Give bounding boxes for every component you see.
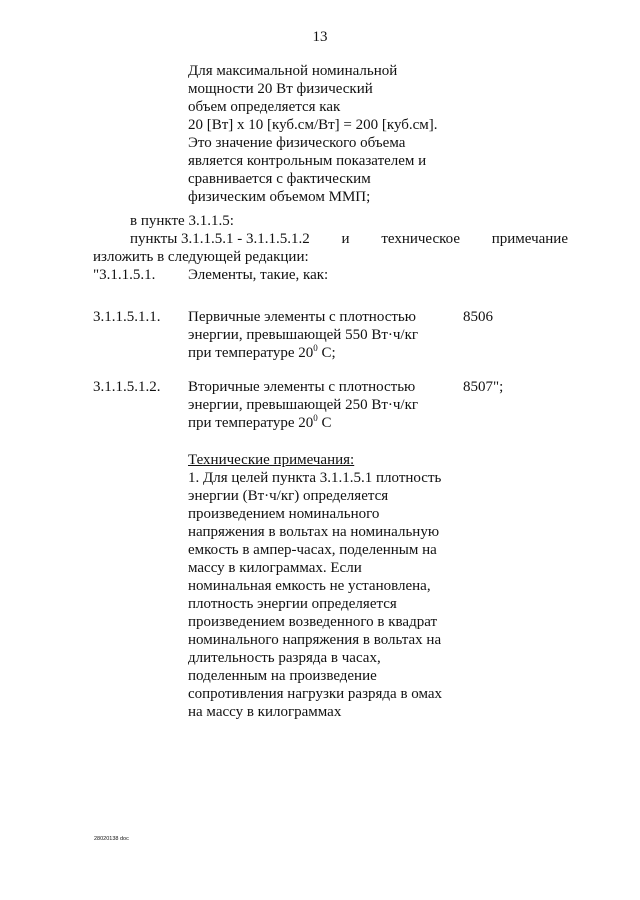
note-line: произведением номинального <box>188 506 380 522</box>
technical-notes-title: Технические примечания: <box>188 452 355 468</box>
technical-notes-body <box>188 469 442 721</box>
text-line: сравнивается с фактическим <box>188 171 371 187</box>
footer-filename: 28020138 doc <box>94 836 129 842</box>
edit-line: изложить в следующей редакции: <box>93 249 309 265</box>
item-line: Вторичные элементы с плотностью <box>188 379 416 395</box>
new-item-number: "3.1.1.5.1. <box>93 267 156 283</box>
points-line <box>130 230 568 248</box>
note-line: 1. Для целей пункта 3.1.1.5.1 плотность <box>188 470 442 486</box>
points-technical: техническое <box>381 231 460 247</box>
text-line: Это значение физического объема <box>188 135 406 151</box>
text-line: Для максимальной номинальной <box>188 63 398 79</box>
degree-superscript: 0 <box>313 413 318 423</box>
item-code: 8507"; <box>463 379 504 395</box>
physical-volume-paragraph <box>188 62 438 206</box>
points-range: пункты 3.1.1.5.1 - 3.1.1.5.1.2 <box>130 231 310 247</box>
item-number: 3.1.1.5.1.2. <box>93 379 161 395</box>
item-description <box>188 308 418 362</box>
new-item-text: Элементы, такие, как: <box>188 267 329 283</box>
in-point-line: в пункте 3.1.1.5: <box>130 213 234 229</box>
text-line: мощности 20 Вт физический <box>188 81 373 97</box>
item-line: энергии, превышающей 250 Вт·ч/кг <box>188 397 419 413</box>
temp-text: при температуре 20 <box>188 415 314 431</box>
degree-superscript: 0 <box>313 343 318 353</box>
item-line: энергии, превышающей 550 Вт·ч/кг <box>188 327 419 343</box>
item-number: 3.1.1.5.1.1. <box>93 309 161 325</box>
note-line: напряжения в вольтах на номинальную <box>188 524 440 540</box>
item-line <box>188 414 418 432</box>
item-line: Первичные элементы с плотностью <box>188 309 416 325</box>
item-code: 8506 <box>463 309 493 325</box>
note-line: сопротивления нагрузки разряда в омах <box>188 686 443 702</box>
text-line: 20 [Вт] x 10 [куб.см/Вт] = 200 [куб.см]. <box>188 117 438 133</box>
note-line: длительность разряда в часах, <box>188 650 381 666</box>
points-conjunction: и <box>341 231 350 247</box>
text-line: является контрольным показателем и <box>188 153 427 169</box>
temp-text: при температуре 20 <box>188 345 314 361</box>
note-line: произведением возведенного в квадрат <box>188 614 438 630</box>
note-line: массу в килограммах. Если <box>188 560 362 576</box>
text-line: физическим объемом ММП; <box>188 189 371 205</box>
note-line: на массу в килограммах <box>188 704 342 720</box>
points-note: примечание <box>491 231 568 247</box>
text-line: объем определяется как <box>188 99 341 115</box>
page-number: 13 <box>312 29 328 45</box>
temp-unit: С; <box>317 345 336 361</box>
temp-unit: С <box>317 415 332 431</box>
note-line: номинального напряжения в вольтах на <box>188 632 442 648</box>
note-line: поделенным на произведение <box>188 668 377 684</box>
item-description <box>188 378 418 432</box>
note-line: плотность энергии определяется <box>188 596 397 612</box>
item-line <box>188 344 418 362</box>
note-line: энергии (Вт·ч/кг) определяется <box>188 488 389 504</box>
note-line: номинальная емкость не установлена, <box>188 578 431 594</box>
note-line: емкость в ампер-часах, поделенным на <box>188 542 437 558</box>
